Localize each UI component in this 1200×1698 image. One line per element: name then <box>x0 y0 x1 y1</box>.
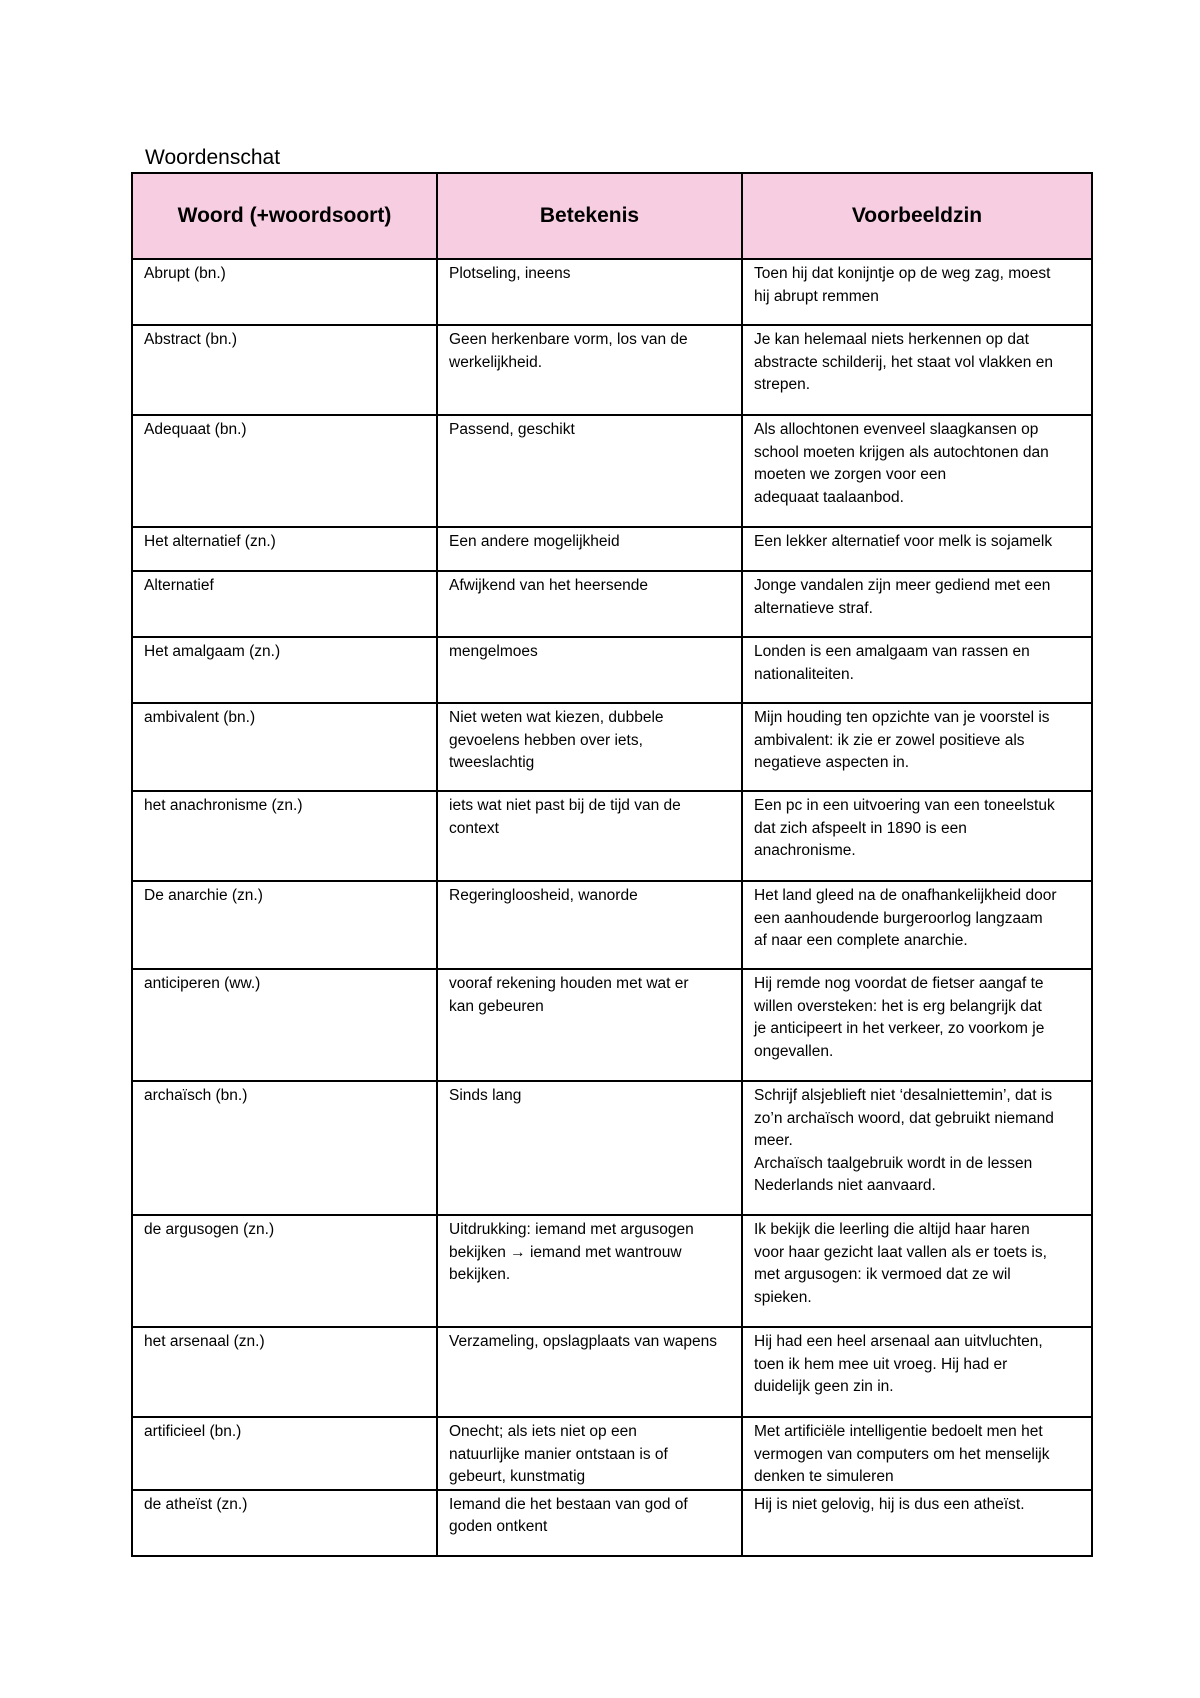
cell-text-line: Het amalgaam (zn.) <box>144 643 281 660</box>
cell-text-line: Onecht; als iets niet op een <box>449 1423 637 1440</box>
cell-text-line: Niet weten wat kiezen, dubbele <box>449 709 664 726</box>
cell-text-line: Abrupt (bn.) <box>144 265 226 282</box>
table-row <box>132 1327 1092 1417</box>
cell-text-line: ongevallen. <box>754 1042 834 1060</box>
cell-text-line: met argusogen: ik vermoed dat ze wil <box>754 1266 1011 1283</box>
table-row <box>132 703 1092 791</box>
cell-text-line: Hij remde nog voordat de fietser aangaf te <box>754 975 1044 992</box>
word-cell <box>132 325 437 415</box>
example-sentence-cell <box>742 703 1092 791</box>
example-sentence-cell <box>742 791 1092 881</box>
example-sentence-cell <box>742 527 1092 571</box>
cell-text-line: Uitdrukking: iemand met argusogen <box>449 1221 694 1238</box>
word-cell <box>132 703 437 791</box>
header-woord: Woord (+woordsoort) <box>132 173 437 259</box>
cell-text-line: abstracte schilderij, het staat vol vlakken en <box>754 353 1053 371</box>
meaning-cell <box>437 703 742 791</box>
cell-text-line: toen ik hem mee uit vroeg. Hij had er <box>754 1355 1008 1373</box>
cell-text-line: voor haar gezicht laat vallen als er toets is, <box>754 1243 1047 1261</box>
cell-text-line: Hij is niet gelovig, hij is dus een atheïst. <box>754 1495 1025 1513</box>
cell-text-line: Adequaat (bn.) <box>144 421 247 438</box>
cell-text-line: dat zich afspeelt in 1890 is een <box>754 819 967 837</box>
meaning-cell <box>437 415 742 527</box>
cell-text-line: Sinds lang <box>449 1087 522 1104</box>
cell-text-line: zo’n archaïsch woord, dat gebruikt niemand <box>754 1109 1054 1127</box>
table-row <box>132 527 1092 571</box>
cell-text-line: spieken. <box>754 1288 812 1306</box>
word-cell <box>132 259 437 325</box>
cell-text-line: gevoelens hebben over iets, <box>449 731 643 749</box>
meaning-cell <box>437 969 742 1081</box>
cell-text-line: Alternatief <box>144 577 214 594</box>
table-row <box>132 571 1092 637</box>
cell-text-line: Een pc in een uitvoering van een toneelstuk <box>754 797 1055 814</box>
cell-text-line: denken te simuleren <box>754 1468 894 1485</box>
table-row <box>132 325 1092 415</box>
cell-text-line: Plotseling, ineens <box>449 265 571 282</box>
meaning-cell <box>437 791 742 881</box>
cell-text-line: Het alternatief (zn.) <box>144 533 276 550</box>
cell-text-line: Als allochtonen evenveel slaagkansen op <box>754 421 1039 438</box>
cell-text-line: iets wat niet past bij de tijd van de <box>449 797 681 814</box>
word-cell <box>132 637 437 703</box>
table-row <box>132 415 1092 527</box>
cell-text-line: gebeurt, kunstmatig <box>449 1468 586 1485</box>
cell-text-line: tweeslachtig <box>449 754 535 771</box>
cell-text-line: Geen herkenbare vorm, los van de <box>449 331 688 348</box>
cell-text-line: Een andere mogelijkheid <box>449 533 620 550</box>
meaning-cell <box>437 1215 742 1327</box>
cell-text-line: natuurlijke manier ontstaan is of <box>449 1445 668 1463</box>
meaning-cell <box>437 259 742 325</box>
cell-text-line: Het land gleed na de onafhankelijkheid door <box>754 887 1057 904</box>
meaning-cell <box>437 637 742 703</box>
cell-text-line: Abstract (bn.) <box>144 331 238 348</box>
meaning-cell <box>437 527 742 571</box>
cell-text-line: Regeringloosheid, wanorde <box>449 887 638 904</box>
table-row <box>132 259 1092 325</box>
cell-text-line: Verzameling, opslagplaats van wapens <box>449 1333 717 1350</box>
cell-text-line: de atheïst (zn.) <box>144 1495 248 1513</box>
cell-text-line: meer. <box>754 1132 793 1149</box>
cell-text-line: ambivalent: ik zie er zowel positieve als <box>754 731 1025 749</box>
cell-text-line: willen oversteken: het is erg belangrijk dat <box>754 997 1042 1015</box>
cell-text-line: Passend, geschikt <box>449 421 575 438</box>
word-cell <box>132 881 437 969</box>
table-row <box>132 637 1092 703</box>
cell-text-line: bekijken → iemand met wantrouw <box>449 1243 682 1261</box>
page-title: Woordenschat <box>145 146 281 169</box>
cell-text-line: Ik bekijk die leerling die altijd haar haren <box>754 1221 1030 1238</box>
meaning-cell <box>437 881 742 969</box>
table-row <box>132 791 1092 881</box>
cell-text-line: Je kan helemaal niets herkennen op dat <box>754 331 1029 348</box>
table-body <box>132 259 1092 1556</box>
example-sentence-cell <box>742 881 1092 969</box>
word-cell <box>132 1417 437 1490</box>
table-row <box>132 969 1092 1081</box>
cell-text-line: alternatieve straf. <box>754 599 873 617</box>
cell-text-line: een aanhoudende burgeroorlog langzaam <box>754 909 1043 927</box>
header-betekenis: Betekenis <box>437 173 742 259</box>
cell-text-line: anachronisme. <box>754 842 856 859</box>
word-cell <box>132 571 437 637</box>
cell-text-line: Jonge vandalen zijn meer gediend met een <box>754 577 1051 594</box>
cell-text-line: Iemand die het bestaan van god of <box>449 1495 688 1513</box>
table-row <box>132 1215 1092 1327</box>
cell-text-line: Afwijkend van het heersende <box>449 577 649 594</box>
example-sentence-cell <box>742 1417 1092 1490</box>
cell-text-line: Met artificiële intelligentie bedoelt men het <box>754 1423 1043 1440</box>
example-sentence-cell <box>742 1327 1092 1417</box>
meaning-cell <box>437 1081 742 1215</box>
word-cell <box>132 791 437 881</box>
cell-text-line: nationaliteiten. <box>754 665 854 683</box>
example-sentence-cell <box>742 259 1092 325</box>
cell-text-line: Hij had een heel arsenaal aan uitvluchten, <box>754 1333 1043 1350</box>
cell-text-line: hij abrupt remmen <box>754 287 879 305</box>
example-sentence-cell <box>742 325 1092 415</box>
cell-text-line: anticiperen (ww.) <box>144 975 261 992</box>
cell-text-line: het arsenaal (zn.) <box>144 1333 265 1350</box>
cell-text-line: negatieve aspecten in. <box>754 754 910 771</box>
example-sentence-cell <box>742 637 1092 703</box>
meaning-cell <box>437 1327 742 1417</box>
cell-text-line: ambivalent (bn.) <box>144 709 256 726</box>
example-sentence-cell <box>742 1490 1092 1556</box>
meaning-cell <box>437 1490 742 1556</box>
word-cell <box>132 1081 437 1215</box>
header-voorbeeldzin: Voorbeeldzin <box>742 173 1092 259</box>
cell-text-line: kan gebeuren <box>449 997 544 1015</box>
cell-text-line: Schrijf alsjeblieft niet ‘desalniettemin’, dat is <box>754 1087 1053 1104</box>
cell-text-line: vermogen van computers om het menselijk <box>754 1445 1050 1463</box>
cell-text-line: Mijn houding ten opzichte van je voorstel is <box>754 709 1050 726</box>
cell-text-line: af naar een complete anarchie. <box>754 932 968 949</box>
example-sentence-cell <box>742 969 1092 1081</box>
cell-text-line: je anticipeert in het verkeer, zo voorkom je <box>754 1020 1045 1037</box>
cell-text-line: mengelmoes <box>449 643 538 660</box>
cell-text-line: Nederlands niet aanvaard. <box>754 1177 936 1194</box>
cell-text-line: artificieel (bn.) <box>144 1423 242 1440</box>
cell-text-line: de argusogen (zn.) <box>144 1221 275 1238</box>
word-cell <box>132 527 437 571</box>
cell-text-line: strepen. <box>754 376 811 393</box>
cell-text-line: archaïsch (bn.) <box>144 1087 248 1104</box>
example-sentence-cell <box>742 571 1092 637</box>
example-sentence-cell <box>742 1081 1092 1215</box>
word-cell <box>132 415 437 527</box>
example-sentence-cell <box>742 415 1092 527</box>
cell-text-line: Londen is een amalgaam van rassen en <box>754 643 1030 660</box>
table-row <box>132 1081 1092 1215</box>
cell-text-line: context <box>449 819 499 837</box>
table-row <box>132 881 1092 969</box>
cell-text-line: het anachronisme (zn.) <box>144 797 303 814</box>
cell-text-line: De anarchie (zn.) <box>144 887 263 904</box>
cell-text-line: adequaat taalaanbod. <box>754 488 904 506</box>
meaning-cell <box>437 1417 742 1490</box>
cell-text-line: goden ontkent <box>449 1518 548 1535</box>
meaning-cell <box>437 571 742 637</box>
table-row <box>132 1417 1092 1490</box>
cell-text-line: duidelijk geen zin in. <box>754 1378 894 1395</box>
example-sentence-cell <box>742 1215 1092 1327</box>
cell-text-line: werkelijkheid. <box>449 353 543 371</box>
word-cell <box>132 969 437 1081</box>
cell-text-line: vooraf rekening houden met wat er <box>449 975 689 992</box>
vocabulary-table <box>131 172 1093 1557</box>
cell-text-line: bekijken. <box>449 1266 511 1283</box>
meaning-cell <box>437 325 742 415</box>
word-cell <box>132 1327 437 1417</box>
word-cell <box>132 1215 437 1327</box>
cell-text-line: school moeten krijgen als autochtonen dan <box>754 443 1049 461</box>
cell-text-line: Een lekker alternatief voor melk is sojamelk <box>754 533 1053 550</box>
cell-text-line: Archaïsch taalgebruik wordt in de lessen <box>754 1154 1033 1172</box>
cell-text-line: Toen hij dat konijntje op de weg zag, moest <box>754 265 1051 282</box>
table-row <box>132 1490 1092 1556</box>
cell-text-line: moeten we zorgen voor een <box>754 466 947 483</box>
table-header-row <box>132 173 1092 259</box>
word-cell <box>132 1490 437 1556</box>
